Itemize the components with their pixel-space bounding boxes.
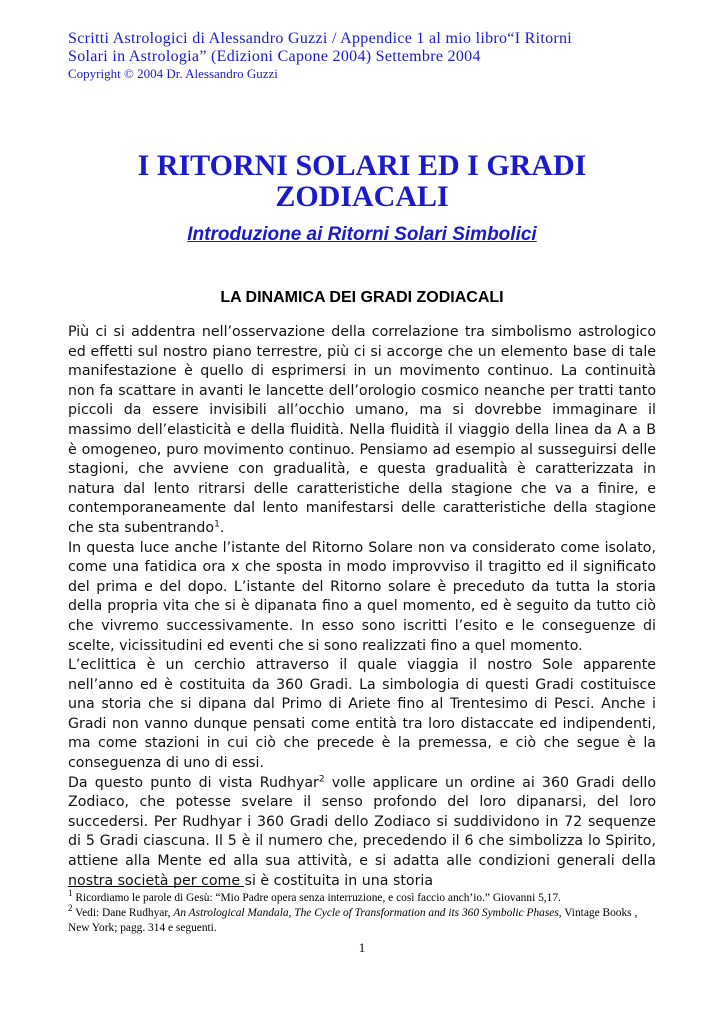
- section-heading: LA DINAMICA DEI GRADI ZODIACALI: [220, 289, 504, 306]
- footnote-2-prefix: Vedi: Dane Rudhyar,: [72, 907, 174, 919]
- paragraph-2: In questa luce anche l’istante del Ritorno Solare non va considerato come isolato, come una fatidica ora x che sposta in modo improvviso il tragitto ed il significato del prima e del dopo. L’istante del Ritorno solare è preceduto da tutta la storia della propria vita che si è dipanata fino a quel momento, ed è seguito da tutto ciò che vivremo successivamente. In esso sono iscritti l’esito e le conseguenze di scelte, vicissitudini ed eventi che si sono realizzati fino a quel momento.: [68, 539, 656, 654]
- document-subtitle: Introduzione ai Ritorni Solari Simbolici: [187, 224, 537, 245]
- paragraph-3: L’eclittica è un cerchio attraverso il quale viaggia il nostro Sole apparente nell’anno ed è costituita da 360 Gradi. La simbologia di questi Gradi costituisce una storia che si dipana dal Primo di Ariete fino al Trentesimo di Pesci. Anche i Gradi non vanno dunque pensati come entità tra loro distaccate ed indipendenti, ma come stazioni in cui ciò che precede è la premessa, e ciò che segue è la conseguenza di uno di essi.: [68, 657, 656, 772]
- footnote-ref-1: 1: [214, 519, 220, 530]
- header-line-2: Solari in Astrologia” (Edizioni Capone 2004) Settembre 2004: [68, 48, 481, 65]
- footnote-1-text: Ricordiamo le parole di Gesù: “Mio Padre opera senza interruzione, e così faccio anch’io.” Giovanni 5,17.: [72, 892, 561, 904]
- footnotes: [68, 888, 658, 936]
- footnote-1-number: 1: [68, 888, 73, 899]
- footnote-2-book-title: An Astrological Mandala, The Cycle of Transformation and its 360 Symbolic Phases: [173, 907, 559, 919]
- title-line-1: I RITORNI SOLARI ED I GRADI: [137, 149, 587, 182]
- document-title: [68, 150, 656, 212]
- footnote-1: [68, 888, 658, 906]
- paragraph-4-rest: volle applicare un ordine ai 360 Gradi dello Zodiaco, che potesse svelare il senso profondo del loro dipanarsi, del loro succedersi. Per Rudhyar i 360 Gradi dello Zodiaco si suddividono in 72 sequenze di 5 Gradi ciascuna. Il 5 è il numero che, precedendo il 6 che simbolizza lo Spirito, attiene alla Mente ed alla sua attività, e si adatta alle condizioni generali della nostra società per come si è costituita in una storia: [68, 774, 657, 889]
- paragraph-4-start: Da questo punto di vista Rudhyar: [68, 774, 319, 791]
- title-line-2: ZODIACALI: [275, 180, 449, 213]
- body-text: [68, 323, 656, 891]
- paragraph-4: [68, 774, 656, 892]
- header-line-1: Scritti Astrologici di Alessandro Guzzi / Appendice 1 al mio libro“I Ritorni: [68, 30, 573, 47]
- page-number: 1: [358, 940, 366, 955]
- footnote-2-number: 2: [68, 903, 73, 914]
- header-copyright: Copyright © 2004 Dr. Alessandro Guzzi: [68, 66, 278, 81]
- footnote-2-suffix: , Vintage Books , New York; pagg. 314 e seguenti.: [68, 907, 638, 934]
- paragraph-1-end: .: [219, 519, 225, 536]
- paragraph-1-text: Più ci si addentra nell’osservazione della correlazione tra simbolismo astrologico ed effetti sul nostro piano terrestre, più ci si accorge che un elemento base di tale manifestazione è quello di esprimersi in un movimento continuo. La continuità non fa scattare in avanti le lancette dell’orologio cosmico neanche per tratti tanto piccoli da essere invisibili all’occhio umano, ma si dovrebbe immaginare il massimo dell’elasticità e della fluidità. Nella fluidità il viaggio della linea da A a B è omogeneo, puro movimento continuo. Pensiamo ad esempio al susseguirsi delle stagioni, che avviene con gradualità, e questa gradualità è caratterizzata in natura dal lento ritrarsi delle caratteristiche della stagione che va a finire, e contemporaneamente dal lento manifestarsi delle caratteristiche della stagione che sta subentrando: [68, 324, 656, 536]
- footnote-ref-2: 2: [318, 773, 325, 784]
- running-header: [68, 30, 668, 81]
- paragraph-1: [68, 323, 656, 539]
- footnote-2: [68, 903, 658, 936]
- footnote-separator: [68, 886, 244, 887]
